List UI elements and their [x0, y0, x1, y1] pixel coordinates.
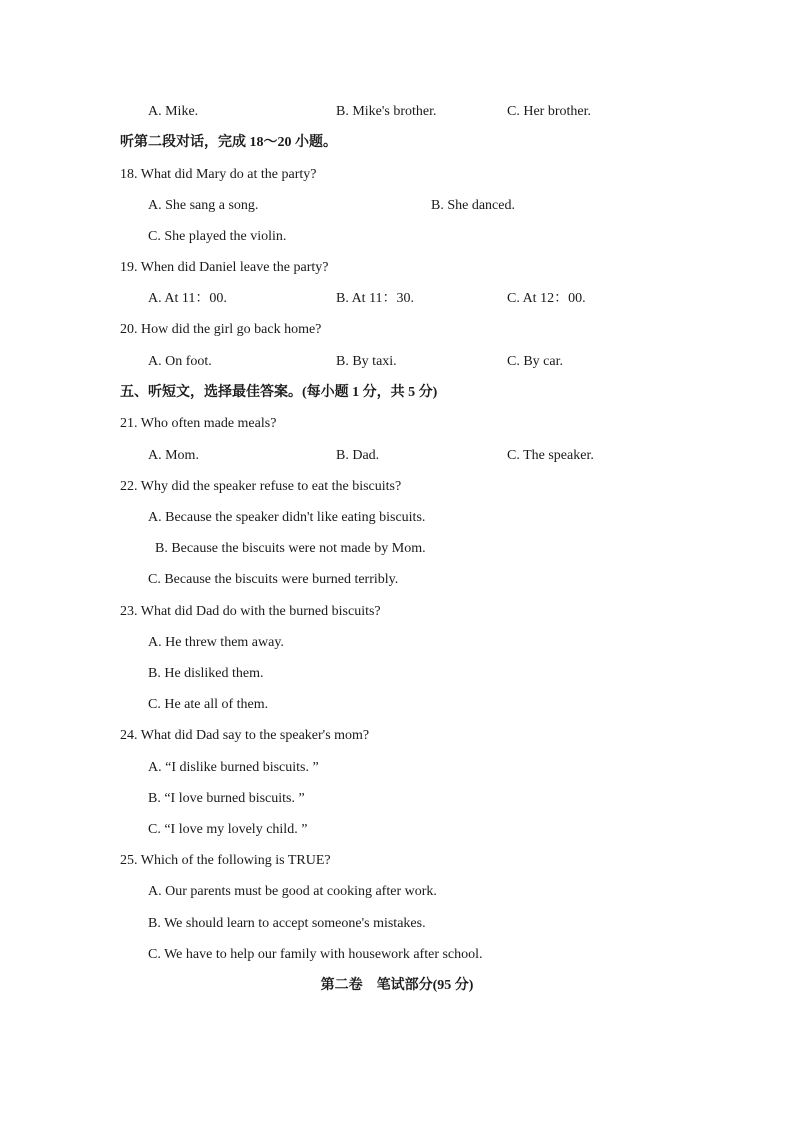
q23-option-c: C. He ate all of them. — [148, 697, 269, 712]
q19-option-b: B. At 11：30. — [336, 291, 415, 306]
q20-option-a: A. On foot. — [148, 354, 212, 369]
q20-option-b: B. By taxi. — [336, 354, 397, 369]
section5-heading: 五、听短文，选择最佳答案。(每小题 1 分，共 5 分) — [120, 385, 438, 400]
q20-option-c: C. By car. — [507, 354, 563, 369]
q25-question: 25. Which of the following is TRUE? — [120, 853, 331, 868]
q23-question: 23. What did Dad do with the burned biscuits? — [120, 604, 381, 619]
section-dialog2-heading: 听第二段对话，完成 18～20 小题。 — [120, 135, 337, 150]
q22-option-b: B. Because the biscuits were not made by Mom. — [155, 541, 426, 556]
q24-question: 24. What did Dad say to the speaker's mom? — [120, 728, 370, 743]
q25-option-b: B. We should learn to accept someone's mistakes. — [148, 916, 426, 931]
q17-option-c: C. Her brother. — [507, 104, 591, 119]
q22-question: 22. Why did the speaker refuse to eat the biscuits? — [120, 479, 402, 494]
q19-option-c: C. At 12：00. — [507, 291, 586, 306]
q17-option-a: A. Mike. — [148, 104, 199, 119]
q24-option-c: C. “I love my lovely child. ” — [148, 822, 308, 837]
q20-question: 20. How did the girl go back home? — [120, 322, 322, 337]
q18-option-c: C. She played the violin. — [148, 229, 287, 244]
q19-question: 19. When did Daniel leave the party? — [120, 260, 329, 275]
q22-option-a: A. Because the speaker didn't like eating biscuits. — [148, 510, 426, 525]
q23-option-a: A. He threw them away. — [148, 635, 284, 650]
q18-question: 18. What did Mary do at the party? — [120, 167, 317, 182]
q18-option-a: A. She sang a song. — [148, 198, 259, 213]
q24-option-a: A. “I dislike burned biscuits. ” — [148, 760, 319, 775]
q21-option-a: A. Mom. — [148, 448, 199, 463]
part2-title: 第二卷 笔试部分(95 分) — [320, 978, 474, 993]
q22-option-c: C. Because the biscuits were burned terribly. — [148, 572, 399, 587]
q23-option-b: B. He disliked them. — [148, 666, 264, 681]
q25-option-c: C. We have to help our family with housework after school. — [148, 947, 483, 962]
q21-question: 21. Who often made meals? — [120, 416, 277, 431]
q17-option-b: B. Mike's brother. — [336, 104, 437, 119]
q25-option-a: A. Our parents must be good at cooking after work. — [148, 884, 437, 899]
q24-option-b: B. “I love burned biscuits. ” — [148, 791, 305, 806]
q21-option-b: B. Dad. — [336, 448, 380, 463]
q19-option-a: A. At 11：00. — [148, 291, 227, 306]
q21-option-c: C. The speaker. — [507, 448, 594, 463]
q18-option-b: B. She danced. — [431, 198, 515, 213]
